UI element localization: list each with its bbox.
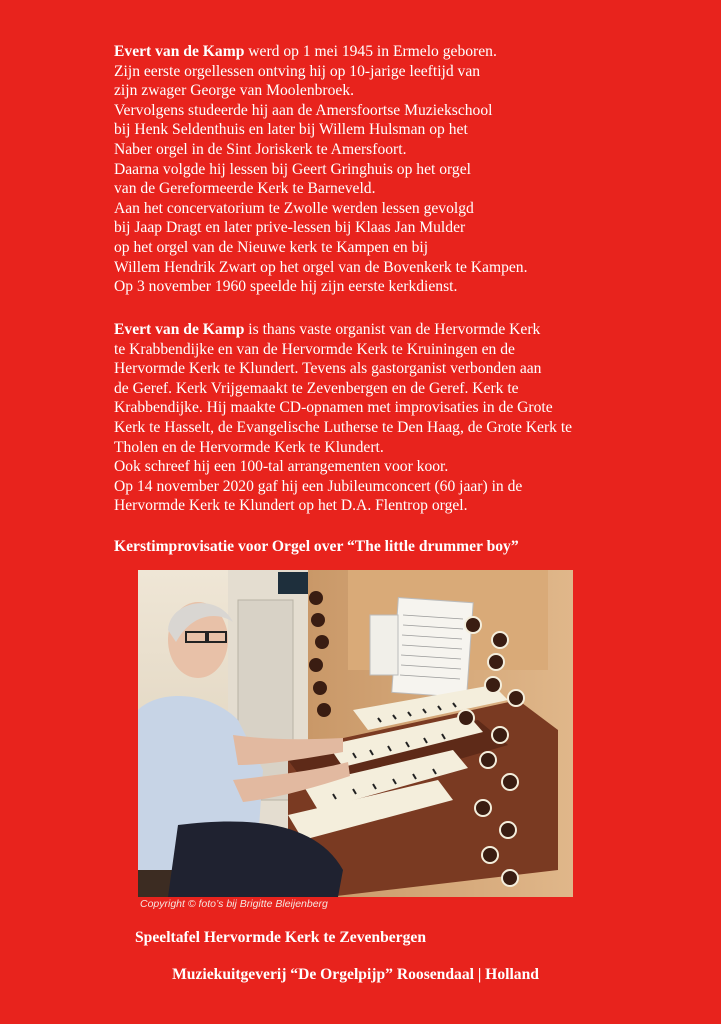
publisher-line: Muziekuitgeverij “De Orgelpijp” Roosendaal | Holland: [172, 966, 539, 983]
organ-console-photo: [138, 570, 573, 897]
biography-line: Evert van de Kamp is thans vaste organist van de Hervormde Kerk: [114, 321, 541, 338]
biography-line: Aan het concervatorium te Zwolle werden lessen gevolgd: [114, 199, 474, 217]
biography-line: Daarna volgde hij lessen bij Geert Gringhuis op het orgel: [114, 160, 471, 178]
biography-line: Ook schreef hij een 100-tal arrangementen voor koor.: [114, 458, 449, 476]
photo-heading: Kerstimprovisatie voor Orgel over “The little drummer boy”: [114, 538, 519, 555]
biography-line: Evert van de Kamp werd op 1 mei 1945 in Ermelo geboren.: [114, 43, 497, 60]
biography-paragraph-2: [114, 320, 674, 516]
biography-line: Naber orgel in de Sint Joriskerk te Amersfoort.: [114, 140, 407, 158]
organist-at-console-illustration: [138, 570, 573, 897]
biography-line: bij Henk Seldenthuis en later bij Willem Hulsman op het: [114, 121, 468, 139]
biography-paragraph-1: [114, 42, 674, 297]
biography-line: van de Gereformeerde Kerk te Barneveld.: [114, 180, 376, 198]
organist-name: Evert van de Kamp: [114, 43, 245, 60]
biography-line: Op 3 november 1960 speelde hij zijn eerste kerkdienst.: [114, 278, 458, 296]
organist-name: Evert van de Kamp: [114, 321, 245, 338]
biography-line: Kerk te Hasselt, de Evangelische Lutherse te Den Haag, de Grote Kerk te: [114, 418, 573, 436]
console-caption: Speeltafel Hervormde Kerk te Zevenbergen: [135, 929, 426, 946]
biography-line: bij Jaap Dragt en later prive-lessen bij Klaas Jan Mulder: [114, 219, 466, 237]
biography-line: Hervormde Kerk te Klundert op het D.A. Flentrop orgel.: [114, 497, 468, 515]
biography-line: Hervormde Kerk te Klundert. Tevens als gastorganist verbonden aan: [114, 360, 542, 378]
photo-copyright-caption: Copyright © foto’s bij Brigitte Bleijenberg: [140, 898, 328, 910]
biography-line: Willem Hendrik Zwart op het orgel van de Bovenkerk te Kampen.: [114, 258, 528, 276]
biography-line: de Geref. Kerk Vrijgemaakt te Zevenbergen en de Geref. Kerk te: [114, 379, 519, 397]
biography-line: Zijn eerste orgellessen ontving hij op 10-jarige leeftijd van: [114, 62, 481, 80]
biography-line: zijn zwager George van Moolenbroek.: [114, 82, 355, 100]
biography-line: op het orgel van de Nieuwe kerk te Kampen en bij: [114, 238, 429, 256]
biography-line: Krabbendijke. Hij maakte CD-opnamen met improvisaties in de Grote: [114, 399, 553, 417]
biography-line: te Krabbendijke en van de Hervormde Kerk te Kruiningen en de: [114, 340, 515, 358]
biography-line: Tholen en de Hervormde Kerk te Klundert.: [114, 438, 384, 456]
biography-line: Op 14 november 2020 gaf hij een Jubileumconcert (60 jaar) in de: [114, 477, 523, 495]
biography-line: Vervolgens studeerde hij aan de Amersfoortse Muziekschool: [114, 101, 493, 119]
